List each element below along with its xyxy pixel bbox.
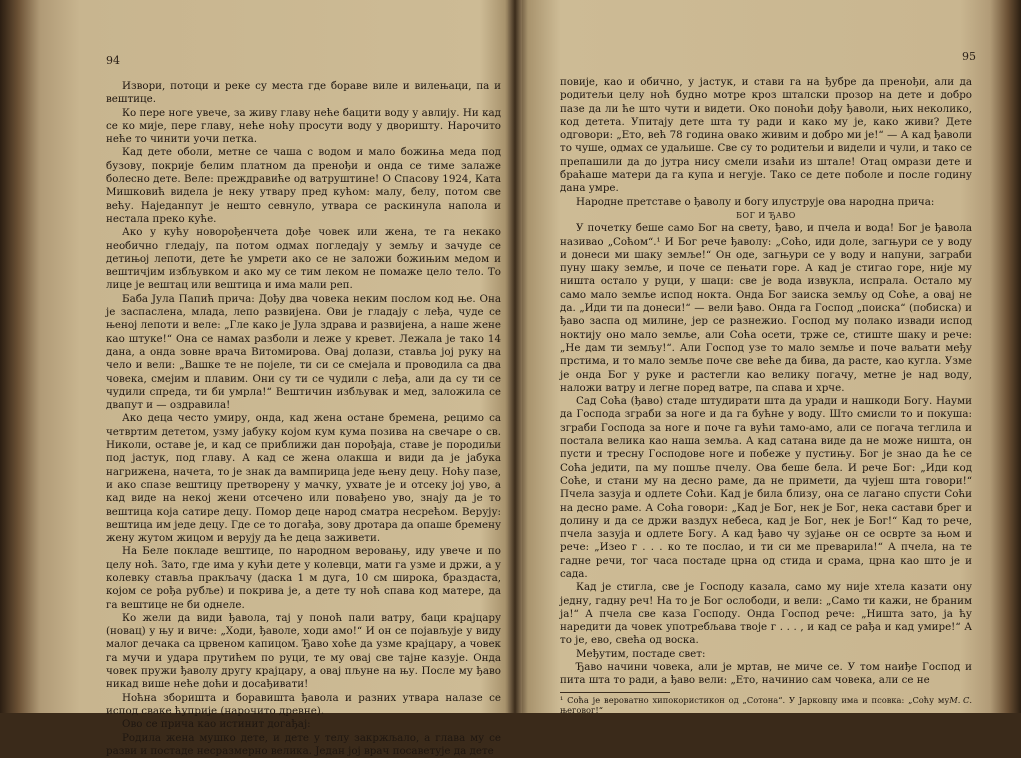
paragraph: Ноћна зборишта и боравишта ђавола и разних утвара налазе се испод сваке ћуприје (нарочито древне). [106, 691, 501, 717]
paragraph: Међутим, постаде свет: [576, 647, 706, 660]
paragraph: Кад дете оболи, метне се чаша с водом и мало божиња меда под бузову, покрије белим платном да пренођи и онда се тиме залаже болесно дете. Веле: преждравиће од ватруштине! О Спасову 1924, Ката Мишковић видела је неку утвару пред кућом: малу, белу, потом све већу. Наједанпут је нешто севнуло, утвара се раскинула напола и нестала преко куће. [106, 146, 501, 225]
page-number: 94 [106, 54, 120, 67]
paragraph: Ко пере ноге увече, за живу главу неће бацити воду у авлију. Ни кад се ко мије, пере главу, неће ноћу просути воду у дворишту. Нарочито неће то чинити уочи петка. [106, 106, 501, 146]
paragraph: На Беле покладе вештице, по народном веровању, иду увече и по целу ноћ. Зато, где има у кући дете у колевци, мати га узме и држи, а у колевку ставља пракљачу (даска 1 м дуга, 10 см широка, браздаста, којом се рођа рубље) и покрива је, а дете ту ноћ спава код матере, да га вештице не би однеле. [106, 545, 501, 611]
paragraph: Баба Јула Папић прича: Дођу два човека неким послом код ње. Она је заспаслена, млада, лепо развијена. Ови је гладају с леђа, чуде се њеној лепоти и веле: „Гле како је Јула здрава и развијена, а наше жене као штуке!“ Она се намах разболи и леже у кревет. Лежала је тако 14 дана, а онда зовне врача Витомирова. Овај долази, ставља јој руку на чело и вели: „Вашке те не појеле, ти си се смејала и проводила са два човека, смејим и плавим. Они су ти се чудили с леђа, али да су ти се чудили спреда, ти би умрла!“ Вештичин избљувак и мед, заложила се двапут и — оздравила! [106, 292, 501, 412]
paragraph: Родила жена мушко дете, и дете у телу закржљало, а глава му се разви и постаде несразмерно велика. Један јој врач посаветује да дете [106, 731, 501, 757]
right-page [546, 0, 976, 716]
paragraph: Народне претставе о ђаволу и богу илуструје ова народна прича: [576, 195, 935, 208]
footnote-text: ¹ Соћа је вероватно хипокористикон од „Сотона“. У Јарковцу има и псовка: „Соћу му његовог!“ [560, 694, 950, 716]
paragraph: Кад је стигла, све је Господу казала, само му није хтела казати ону једну, гадну реч! На то је Бог ослободи, и вели: „Само ти кажи, не браним ја!“ А пчела све каза Господу. Онда Господ рече: „Ништа зато, ја ћу наредити да човек употребљава твоје г . . . , и кад се рађа и кад умире!“ А то је, ево, свећа од воска. [560, 581, 972, 647]
paragraph: Ако у кућу новорођенчета дође човек или жена, те га некако необично гледају, па потом одмах погледају у земљу и зачуде се детињој лепоти, дете ће умрети ако се не заложи божињим медом и вештичјим избљувком и ако му се тим леком не помаже цело тело. То лице је вештац или вештица и има мали реп. [106, 226, 501, 292]
section-title: БОГ И ЂАВО [736, 210, 796, 220]
paragraph: Ово се прича као истинит догађај: [122, 718, 311, 731]
paragraph: Ко жели да види ђавола, тај у поноћ пали ватру, баци крајцару (новац) у њу и виче: „Ходи, ђаволе, ходи амо!“ И он се појављује у виду малог дечака са црвеном капицом. Ђаво хоће да узме крајцару, а човек га мучи и удара прутићем по руци, те му овај све тајне казује. Онда човек пружи ђаволу другу крајцару, а овај пљуне на њу. После му ђаво никад више неће доћи и досађивати! [106, 611, 501, 691]
right-page-text [560, 76, 972, 716]
page-number: 95 [962, 50, 976, 63]
book-spine [508, 0, 522, 713]
left-page [40, 0, 501, 757]
footnote [560, 695, 972, 716]
paragraph: повије, као и обично, у јастук, и стави га на ђубре да пренођи, али да родитељи целу ноћ будно мотре кроз шталски прозор на дете и добро пазе да ли ће што чути и видети. Око поноћи дођу ђаволи, њих неколико, код детета. Упитају дете шта ту ради и како му је, како живи? Дете одговори: „Ето, већ 78 година овако живим и добро ми је!“ — А кад ђаволи то чуше, одмах се удаљише. Све су то родитељи и видели и чули, и тако се препашили да до јутра нису смели изаћи из штале! Отац омрази дете и браћаше матери да га купа и негује. Тако се дете поболе и после годину дана умре. [560, 76, 972, 195]
paragraph: Извори, потоци и реке су места где боравe виле и вилењаци, па и вештице. [106, 80, 501, 106]
footnote-signature: М. С. [949, 694, 972, 705]
paragraph: Сад Соћа (ђаво) стаде штудирати шта да уради и нашкоди Богу. Науми да Господа зграби за ноге и да га бућне у воду. Што смисли то и покуша: зграби Господа за ноге и поче га вући тамо-амо, али се погача теглила и постала велика као наша земља. А кад сатана виде да не може ништа, он пусти и тресну Господове ноге и побеже у пустињу. Бог је знао да ће се Соћа једити, па му пошље пчелу. Ова беше бела. И рече Бог: „Иди код Соће, и стани му на десно раме, да не примети, да чујеш шта говори!“ Пчела зазуја и одлете Соћи. Кад је била близу, она се лагано спусти Соћи на десно раме. А Соћа говори: „Кад је Бог, нек је Бог, нека састави брег и долину и да се држи ваздух небеса, кад је Бог, нек је Бог!“ Кад то рече, пчела зазуја и одлете Богу. А кад ђаво чу зујање он се осврте за њом и рече: „Изео г . . . ко те послао, и ти си ме преварила!“ А пчела, на те гадне речи, тог часа постаде црна од стида и срама, црна као што је и сада. [560, 395, 972, 580]
paragraph: У почетку беше само Бог на свету, ђаво, и пчела и вода! Бог је ђавола називао „Соћом“.¹ И Бог рече ђаволу: „Соћо, иди доле, загњури се у воду и донеси ми шаку земље!“ Он оде, загњури се у воду и напуни, заграби пуну шаку земље, и поче се пењати горе. А кад је стигао горе, није му ништа остало у руци, у шаци: све је вода извукла, испрала. Остало му само мало земље испод нокта. Онда Бог заиска земљу од Соће, а овај не да. „Иди ти па донеси!“ — вели ђаво. Онда га Господ „поиска“ (побиска) и ђаво заспа од милине, јер се разнежио. Господ му полако извади испод ноктију оно мало земље, али Соћа осети, тржe се, стиште шаку и рече: „Не дам ти земљу!“. Али Господ узе то мало земље и поче ваљати међу прстима, и то мало земље поче све веће да бива, да расте, као кугла. Узме је онда Бог у руке и растегли као велику погачу, метне је над воду, наложи ватру и легне поред ватре, па спава и хрче. [560, 222, 972, 394]
paragraph: Ако деца често умиру, онда, кад жена остане бремена, рецимо са четвртим дететом, узму јабуку којом кум кума позива на свечаре о св. Николи, оставе је, и кад се приближи дан порођаја, ставе је породиљи под јастук, под главу. А кад се жена олакша и види да је јабука нагрижена, начета, то је знак да вампирица једе њену децу. Ноћу пазе, и ако спазе вештицу претворену у мачку, ухвате је и отсеку јој уво, а кад виде на некој жени отсечено или повађено уво, знају да је то вештица која сатире децу. Помор деце народ сматра несрећом. Верују: вештица им једе децу. Где се то догађа, зову дротара да опаше бремену жену жутом жицом и верују да ће деца заживети. [106, 412, 501, 545]
footnote-divider [560, 692, 670, 693]
paragraph: Ђаво начини човека, али је мртав, не миче се. У том наиђе Господ и пита шта то ради, а ђаво вели: „Ето, начинио сам човека, али се не [560, 661, 972, 687]
left-page-text [106, 80, 501, 758]
